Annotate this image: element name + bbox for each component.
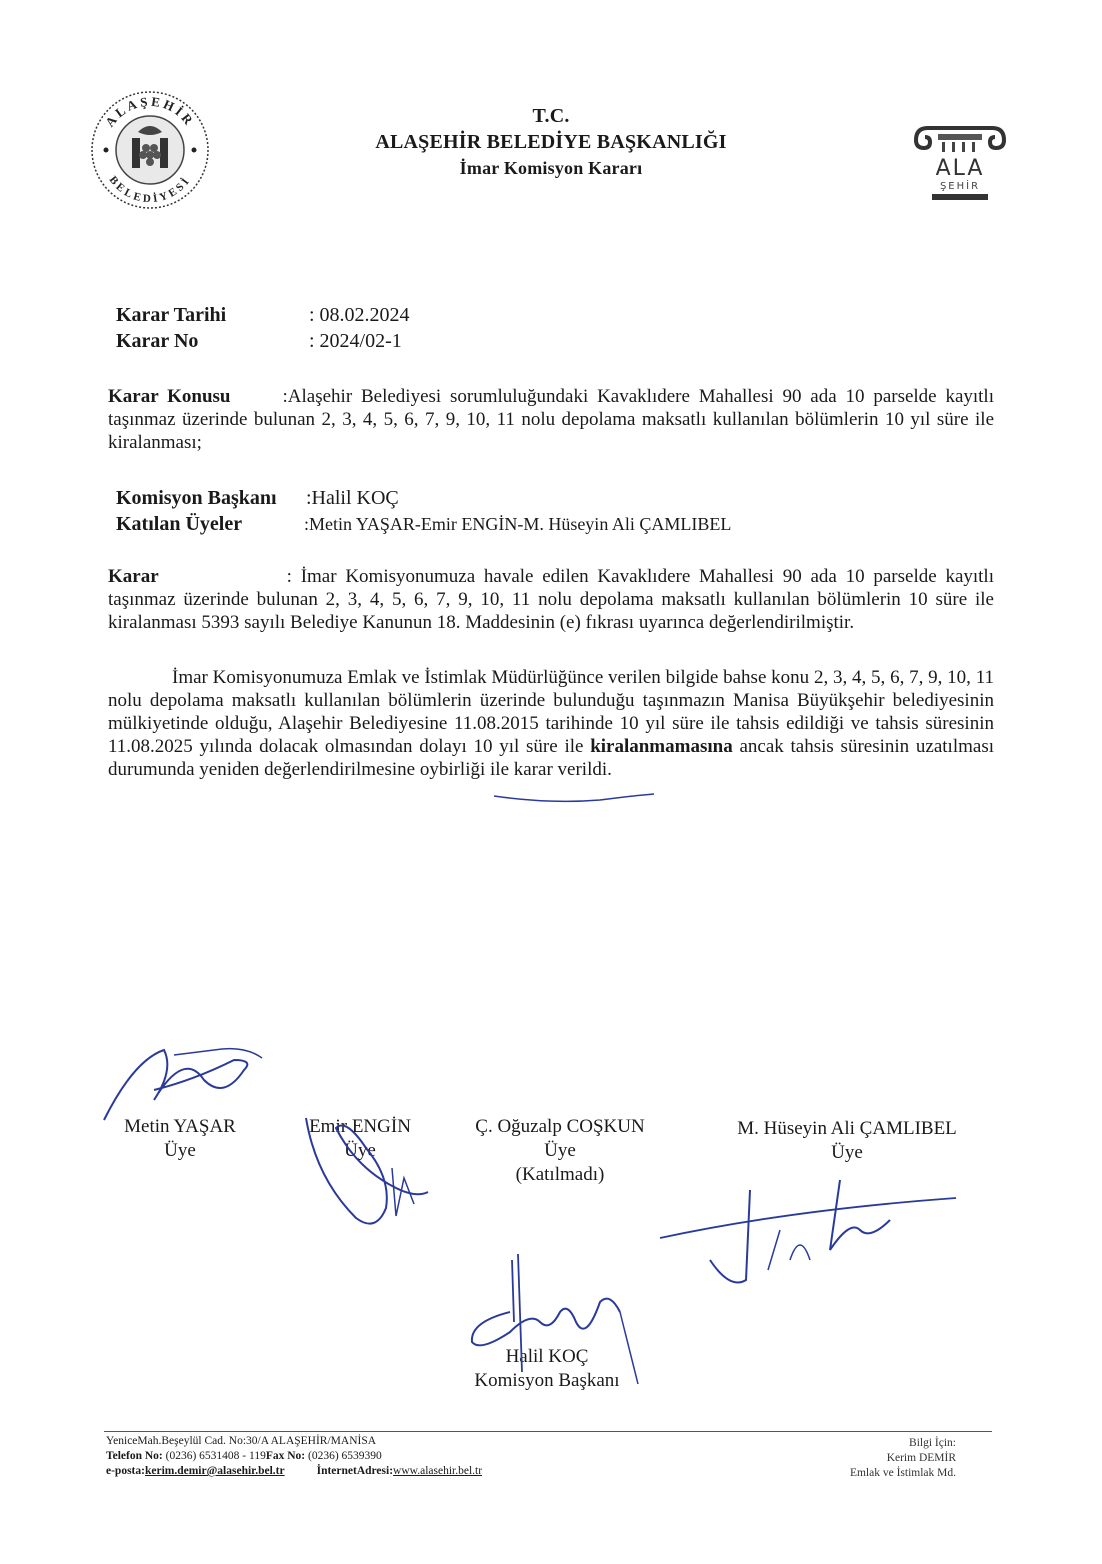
logo-sub-text: ŞEHİR [939, 181, 981, 192]
komisyon-baskani-row [116, 486, 399, 510]
footer-info-contact [780, 1436, 956, 1481]
karar-no-row [116, 329, 402, 353]
signatory-role: Üye [164, 1140, 196, 1161]
footer-divider [104, 1431, 992, 1432]
header-document-type: İmar Komisyon Kararı [459, 158, 643, 178]
karar-konusu-text: :Alaşehir Belediyesi sorumluluğundaki Kavaklıdere Mahallesi 90 ada 10 parselde kayıtlı taşınmaz üzerinde bulunan 2, 3, 4, 5, 6, 7, 9, 10, 11 nolu depolama maksatlı kullanılan bölümlerin 10 yıl süre ile kiralanması; [108, 386, 994, 453]
komisyon-baskani-label: Komisyon Başkanı [116, 487, 277, 509]
karar-label: Karar [108, 566, 159, 587]
footer-contact [106, 1434, 482, 1479]
signatory-name: M. Hüseyin Ali ÇAMLIBEL [737, 1118, 957, 1139]
katilan-uyeler-row [116, 512, 732, 536]
seal-top-text: ALAŞEHİR [102, 93, 198, 130]
signatory-name: Metin YAŞAR [124, 1116, 236, 1137]
logo-main-text: ALA [935, 156, 985, 181]
web-label: İnternetAdresi: [316, 1465, 394, 1477]
signatory-name: Ç. Oğuzalp COŞKUN [475, 1116, 645, 1137]
email-label: e-posta: [106, 1465, 145, 1477]
header-institution: ALAŞEHİR BELEDİYE BAŞKANLIĞI [375, 131, 727, 153]
karar-konusu-label: Karar Konusu [108, 386, 231, 407]
header-tc: T.C. [532, 105, 570, 127]
signature-metin-yasar [100, 1115, 260, 1163]
fax-value: (0236) 6539390 [305, 1450, 382, 1462]
karar-text-1: : İmar Komisyonumuza havale edilen Kavaklıdere Mahallesi 90 ada 10 parselde kayıtlı taşınmaz üzerinde bulunan 2, 3, 4, 5, 6, 7, 9, 10, 11 nolu depolama maksatlı kullanılan bölümlerin 10 süre ile kiralanması 5393 sayılı Belediye Kanunun 18. Maddesinin (e) fıkrası uyarınca değerlendirilmiştir. [108, 566, 994, 633]
email-link[interactable]: kerim.demir@alasehir.bel.tr [144, 1465, 285, 1477]
karar-no-label: Karar No [116, 330, 199, 352]
phone-value: (0236) 6531408 - 119 [162, 1450, 266, 1462]
signatory-role: Üye [831, 1142, 863, 1163]
web-link[interactable]: www.alasehir.bel.tr [393, 1465, 483, 1477]
footer-address: YeniceMah.Beşeylül Cad. No:30/A ALAŞEHİR/MANİSA [106, 1435, 377, 1447]
karar-paragraph-2 [108, 666, 994, 781]
fax-label: Fax No: [265, 1450, 306, 1462]
komisyon-baskani-value: :Halil KOÇ [306, 487, 399, 509]
signature-huseyin-ali-camlibel [712, 1117, 982, 1165]
footer-email-line [106, 1464, 482, 1479]
karar-tarihi-value: : 08.02.2024 [309, 304, 410, 326]
info-label: Bilgi İçin: [909, 1437, 956, 1449]
katilan-uyeler-label: Katılan Üyeler [116, 513, 243, 535]
karar-tarihi-row [116, 303, 410, 327]
emphasized-word: kiralanmamasına [590, 736, 733, 757]
karar-paragraph-1 [108, 565, 994, 634]
signatory-note: (Katılmadı) [515, 1164, 605, 1185]
signature-oguzalp-coskun [455, 1115, 665, 1187]
signatory-name: Halil KOÇ [505, 1346, 589, 1367]
phone-label: Telefon No: [106, 1450, 163, 1462]
info-name: Kerim DEMİR [886, 1452, 956, 1464]
karar-konusu-paragraph [108, 385, 994, 454]
signature-halil-koc [452, 1345, 642, 1393]
karar-text-2: İmar Komisyonumuza Emlak ve İstimlak Müdürlüğünce verilen bilgide bahse konu 2, 3, 4, 5, 6, 7, 9, 10, 11 nolu depolama maksatlı kullanılan bölümlerin üzerinde bulunduğu taşınmazın Manisa Büyükşehir belediyesinin mülkiyetinde olduğu, Alaşehir Belediyesine 11.08.2015 tarihinde 10 yıl süre ile tahsis edildiği ve tahsis süresinin 11.08.2025 yılında dolacak olmasından dolayı 10 yıl süre ile kiralanmamasına ancak tahsis süresinin uzatılması durumunda yeniden değerlendirilmesine oybirliği ile karar verildi. [108, 667, 994, 780]
signatory-name: Emir ENGİN [309, 1116, 411, 1137]
signatory-role: Üye [544, 1140, 576, 1161]
katilan-uyeler-value: :Metin YAŞAR-Emir ENGİN-M. Hüseyin Ali ÇAMLIBEL [304, 514, 732, 534]
karar-no-value: : 2024/02-1 [309, 330, 402, 352]
signatory-role: Komisyon Başkanı [474, 1370, 620, 1391]
underline-mark [490, 790, 660, 810]
signatory-role: Üye [344, 1140, 376, 1161]
document-header [0, 104, 1102, 180]
karar-tarihi-label: Karar Tarihi [116, 304, 227, 326]
signature-emir-engin [290, 1115, 430, 1163]
footer-phone-line [106, 1449, 482, 1464]
seal-bottom-text: BELEDİYESİ [106, 173, 194, 206]
signature-scribble-4 [650, 1170, 960, 1290]
info-dept: Emlak ve İstimlak Md. [849, 1467, 956, 1479]
